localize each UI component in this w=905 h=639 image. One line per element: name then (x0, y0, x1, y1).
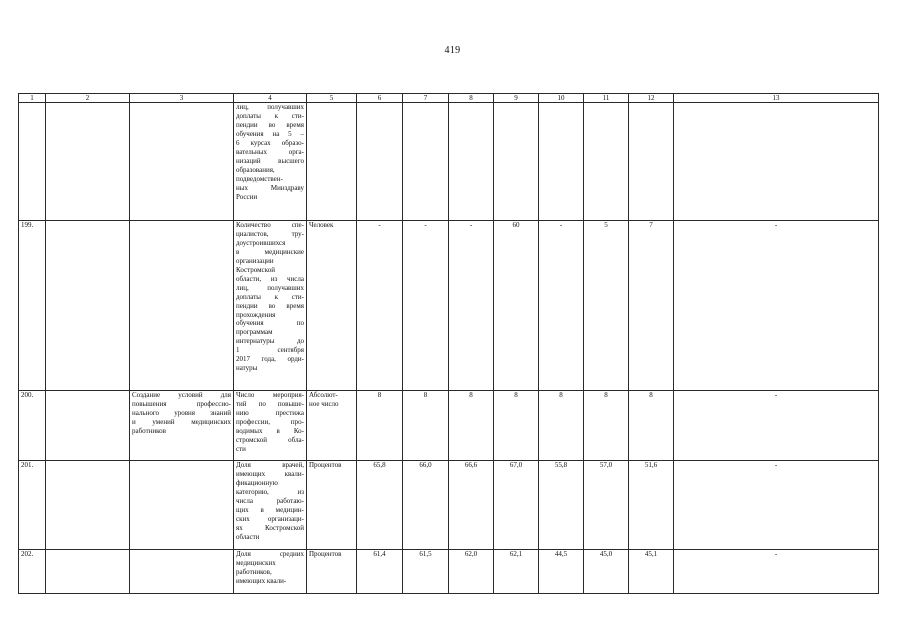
note-cell: - (674, 221, 879, 391)
text-line: области, из числа (236, 274, 304, 283)
text-line: нию престижа (236, 408, 304, 417)
text-line: работников (132, 426, 166, 435)
note-cell: - (674, 550, 879, 594)
page-number: 419 (444, 45, 461, 56)
value-cell-col-10: - (539, 221, 584, 391)
indicator-cell (234, 103, 307, 221)
text-line: натуры (236, 364, 258, 373)
row-number: 200. (19, 391, 46, 461)
text-line: ное число (309, 399, 339, 408)
table-row (19, 221, 879, 391)
value-cell-col-11: 45,0 (584, 550, 629, 594)
text-line: Доля средних (236, 550, 304, 558)
value-cell-col-10: 8 (539, 391, 584, 461)
text-line: фикационную (236, 478, 278, 487)
text-line: обучения по (236, 319, 304, 328)
indicator-table (18, 93, 879, 594)
text-line: имеющих квали- (236, 469, 304, 478)
indicator-cell (234, 550, 307, 594)
value-cell-col-9: 62,1 (494, 550, 539, 594)
text-line: обучения на 5 – (236, 129, 304, 138)
cell-col-2 (46, 461, 130, 550)
text-line: и умений медицинских (132, 417, 231, 426)
text-line: водимых в Ко- (236, 426, 304, 435)
value-cell-col-11: 8 (584, 391, 629, 461)
column-header-3: 3 (130, 94, 234, 103)
text-line: Процентов (309, 461, 342, 469)
text-line: Создание условий для (132, 391, 231, 399)
column-header-5: 5 (307, 94, 357, 103)
text-line: работников, (236, 567, 272, 576)
cell-col-2 (46, 391, 130, 461)
cell-col-2 (46, 221, 130, 391)
activity-cell (130, 550, 234, 594)
unit-cell (307, 103, 357, 221)
value-cell-col-10: 55,8 (539, 461, 584, 550)
text-line: 2017 года, орди- (236, 355, 304, 364)
value-cell-col-7: 66,0 (403, 461, 449, 550)
activity-cell (130, 103, 234, 221)
header-row (19, 94, 879, 103)
column-header-7: 7 (403, 94, 449, 103)
column-header-4: 4 (234, 94, 307, 103)
column-header-6: 6 (357, 94, 403, 103)
value-cell-col-9: 8 (494, 391, 539, 461)
text-line: нального уровня знаний (132, 408, 231, 417)
table-row (19, 550, 879, 594)
note-cell: - (674, 391, 879, 461)
value-cell-col-6: - (357, 221, 403, 391)
text-line: пендии во время (236, 120, 304, 129)
value-cell-col-11: 5 (584, 221, 629, 391)
value-cell-col-11: 57,0 (584, 461, 629, 550)
value-cell-col-8: 66,6 (449, 461, 494, 550)
text-line: лиц, получавших (236, 283, 304, 292)
unit-cell (307, 221, 357, 391)
value-cell-col-8: 8 (449, 391, 494, 461)
row-number: 201. (19, 461, 46, 550)
cell-col-2 (46, 550, 130, 594)
text-line: повышения профессио- (132, 399, 231, 408)
row-number: 199. (19, 221, 46, 391)
value-cell-col-12: 8 (629, 391, 674, 461)
text-line: прохождения (236, 310, 276, 319)
indicator-cell (234, 221, 307, 391)
value-cell-col-10: 44,5 (539, 550, 584, 594)
text-line: низаций высшего (236, 156, 304, 165)
text-line: категорию, из (236, 487, 304, 496)
activity-cell (130, 461, 234, 550)
value-cell-col-8: 62,0 (449, 550, 494, 594)
text-line: организации (236, 256, 274, 265)
value-cell-col-6: 8 (357, 391, 403, 461)
row-number: 202. (19, 550, 46, 594)
text-line: подведомствен- (236, 174, 283, 183)
text-line: тий по повыше- (236, 399, 304, 408)
unit-cell (307, 391, 357, 461)
text-line: доплаты к сти- (236, 292, 304, 301)
text-line: 1 сентября (236, 346, 304, 355)
text-line: образования, (236, 165, 275, 174)
text-line: Количество спе- (236, 221, 304, 229)
column-header-8: 8 (449, 94, 494, 103)
value-cell-col-12 (629, 103, 674, 221)
text-line: 6 курсах образо- (236, 138, 304, 147)
cell-col-2 (46, 103, 130, 221)
text-line: области (236, 532, 260, 541)
text-line: интернатуры до (236, 337, 304, 346)
value-cell-col-9 (494, 103, 539, 221)
text-line: Число мероприя- (236, 391, 304, 399)
column-header-13: 13 (674, 94, 879, 103)
table-row (19, 103, 879, 221)
value-cell-col-6 (357, 103, 403, 221)
text-line: Доля врачей, (236, 461, 304, 469)
text-line: стромской обла- (236, 435, 304, 444)
value-cell-col-11 (584, 103, 629, 221)
text-line: ных Минздраву (236, 183, 304, 192)
text-line: щих в медицин- (236, 505, 304, 514)
value-cell-col-7: - (403, 221, 449, 391)
text-line: ях Костромской (236, 523, 304, 532)
text-line: доустроившихся (236, 238, 286, 247)
text-line: лиц, получавших (236, 103, 304, 111)
table-row (19, 391, 879, 461)
text-line: России (236, 192, 258, 201)
value-cell-col-10 (539, 103, 584, 221)
column-header-12: 12 (629, 94, 674, 103)
text-line: профессии, про- (236, 417, 304, 426)
value-cell-col-9: 67,0 (494, 461, 539, 550)
column-header-2: 2 (46, 94, 130, 103)
activity-cell (130, 391, 234, 461)
indicator-cell (234, 461, 307, 550)
text-line: сти (236, 444, 246, 453)
text-line: медицинских (236, 558, 276, 567)
text-line: доплаты к сти- (236, 111, 304, 120)
value-cell-col-7: 61,5 (403, 550, 449, 594)
table-row (19, 461, 879, 550)
value-cell-col-12: 45,1 (629, 550, 674, 594)
text-line: Человек (309, 221, 334, 229)
unit-cell (307, 461, 357, 550)
note-cell: - (674, 461, 879, 550)
text-line: имеющих квали- (236, 576, 287, 585)
value-cell-col-8: - (449, 221, 494, 391)
text-line: пендии во время (236, 301, 304, 310)
value-cell-col-12: 7 (629, 221, 674, 391)
text-line: Костромской (236, 265, 275, 274)
value-cell-col-6: 65,8 (357, 461, 403, 550)
value-cell-col-7 (403, 103, 449, 221)
value-cell-col-8 (449, 103, 494, 221)
text-line: в медицинские (236, 247, 304, 256)
text-line: вательных орга- (236, 147, 304, 156)
value-cell-col-12: 51,6 (629, 461, 674, 550)
text-line: числа работаю- (236, 496, 304, 505)
unit-cell (307, 550, 357, 594)
activity-cell (130, 221, 234, 391)
column-header-9: 9 (494, 94, 539, 103)
row-number (19, 103, 46, 221)
note-cell (674, 103, 879, 221)
text-line: Процентов (309, 550, 342, 558)
column-header-1: 1 (19, 94, 46, 103)
text-line: Абсолют- (309, 391, 338, 399)
text-line: ских организаци- (236, 514, 304, 523)
value-cell-col-7: 8 (403, 391, 449, 461)
value-cell-col-9: 60 (494, 221, 539, 391)
column-header-11: 11 (584, 94, 629, 103)
indicator-cell (234, 391, 307, 461)
value-cell-col-6: 61,4 (357, 550, 403, 594)
text-line: циалистов, тру- (236, 229, 304, 238)
column-header-10: 10 (539, 94, 584, 103)
text-line: программам (236, 328, 273, 337)
